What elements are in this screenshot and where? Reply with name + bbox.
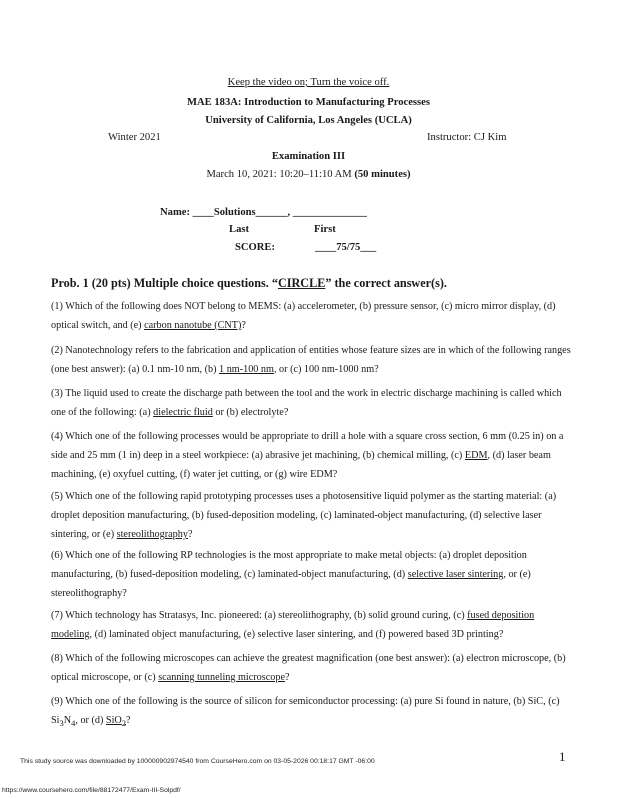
- answer-3: dielectric fluid: [153, 407, 213, 418]
- question-7: (7) Which technology has Stratasys, Inc. pioneered: (a) stereolithography, (b) solid ground curing, (c) fused deposition modeling, (d) laminated object manufacturing, (e) selective laser sintering, and (f) powered based 3D printing?: [51, 610, 535, 640]
- answer-2: 1 nm-100 nm: [219, 364, 274, 375]
- question-8: (8) Which of the following microscopes can achieve the greatest magnification (one best answer): (a) electron microscope, (b) optical microscope, or (c) scanning tunneling microscope?: [51, 653, 566, 683]
- question-6: (6) Which one of the following RP technologies is the most appropriate to make metal objects: (a) droplet deposition manufacturing, (b) fused-deposition modeling, (c) laminated-object manufacturing, (d) selective laser sintering, or (e) stereolithography?: [51, 550, 531, 599]
- circle-emphasis: CIRCLE: [277, 276, 326, 290]
- last-label: Last: [229, 224, 250, 235]
- score-value: ____75/75___: [315, 242, 377, 253]
- university-name: University of California, Los Angeles (UCLA): [205, 115, 412, 126]
- instructor: Instructor: CJ Kim: [427, 132, 507, 143]
- exam-title: Examination III: [271, 151, 346, 162]
- first-label: First: [314, 224, 336, 235]
- answer-9: SiO$_2$: [105, 715, 127, 729]
- answer-6: selective laser sintering: [407, 569, 504, 580]
- question-9: (9) Which one of the following is the source of silicon for semiconductor processing: (a) pure Si found in nature, (b) SiC, (c) $Si_3N_4$, or (d) SiO$_2$?: [51, 696, 560, 729]
- question-3: (3) The liquid used to create the discharge path between the tool and the work in electric discharge machining is called which one of the following: (a) dielectric fluid or (b) electrolyte?: [51, 388, 562, 418]
- name-value: Solutions: [213, 207, 256, 218]
- download-note: This study source was downloaded by 100000902974540 from CourseHero.com on 03-05-2026 00:18:17 GMT -06:00: [20, 758, 375, 765]
- source-url[interactable]: https://www.coursehero.com/file/88172477/Exam-III-Solpdf/: [2, 787, 181, 794]
- answer-7: fused deposition modeling: [51, 610, 535, 640]
- score-label: SCORE:: [235, 242, 276, 253]
- exam-duration: (50 minutes): [354, 169, 411, 180]
- term: Winter 2021: [108, 132, 161, 143]
- problem-heading: Prob. 1 (20 pts) Multiple choice questions. “CIRCLE” the correct answer(s).: [51, 276, 447, 290]
- course-title: MAE 183A: Introduction to Manufacturing Processes: [187, 97, 430, 108]
- answer-5: stereolithography: [116, 529, 188, 540]
- question-5: (5) Which one of the following rapid prototyping processes uses a photosensitive liquid polymer as the starting material: (a) droplet deposition manufacturing, (b) fused-deposition modeling, (c) laminated-object manufacturing, (d) selective laser sintering, or (e) stereolithography?: [51, 491, 557, 540]
- answer-8: scanning tunneling microscope: [158, 672, 285, 683]
- page-number: 1: [559, 749, 566, 764]
- question-1: (1) Which of the following does NOT belong to MEMS: (a) accelerometer, (b) pressure sensor, (c) micro mirror display, (d) optical switch, and (e) carbon nanotube (CNT)?: [51, 301, 556, 331]
- question-4: (4) Which one of the following processes would be appropriate to drill a hole with a square cross section, 6 mm (0.25 in) on a side and 25 mm (1 in) deep in a steel workpiece: (a) abrasive jet machining, (b) chemical milling, (c) EDM, (d) laser beam machining, (e) oxyfuel cutting, (f) water jet cutting, or (g) wire EDM?: [51, 431, 564, 480]
- answer-4: EDM: [464, 450, 488, 461]
- question-2: (2) Nanotechnology refers to the fabrication and application of entities whose feature sizes are in which of the following ranges (one best answer): (a) 0.1 nm-10 nm, (b) 1 nm-100 nm, or (c) 100 nm-1000 nm?: [51, 345, 571, 375]
- notice-line: Keep the video on; Turn the voice off.: [227, 77, 390, 88]
- answer-1: carbon nanotube (CNT): [144, 320, 242, 331]
- name-line: Name: ____Solutions______, ______________: [160, 207, 367, 218]
- exam-date: March 10, 2021: 10:20–11:10 AM (50 minutes): [206, 169, 411, 180]
